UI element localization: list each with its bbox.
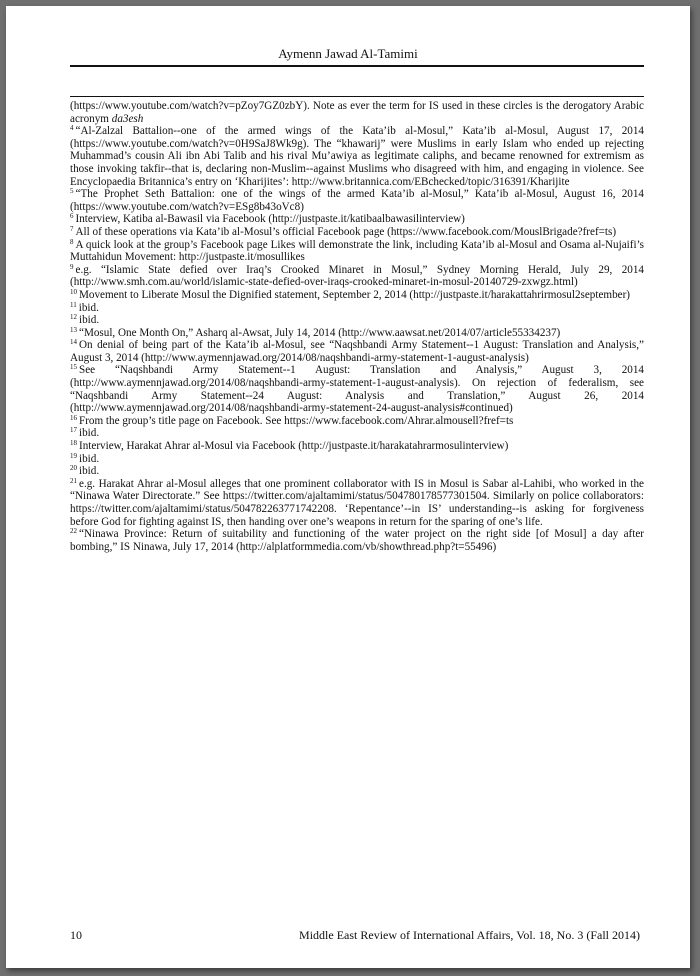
endnote-number: 18 xyxy=(70,439,77,448)
page-number: 10 xyxy=(70,928,82,942)
endnote-number: 15 xyxy=(70,363,77,372)
running-header: Aymenn Jawad Al-Tamimi xyxy=(278,46,418,61)
endnote-text: Movement to Liberate Mosul the Dignified statement, September 2, 2014 (http://justpaste.it/harakattahrirmosul2september) xyxy=(79,288,631,301)
endnote-text: e.g. Harakat Ahrar al-Mosul alleges that one prominent collaborator with IS in Mosul is Sabar al-Lahibi, who worked in the “Ninawa Water Directorate.” See https://twitter.com/ajaltamimi/status/504780178577301504. Similarly on police collaborators: https://twitter.com/ajaltamimi/status/504782263771742208. ‘Repentance’--in IS’ understanding--is asking for forgiveness before God for fighting against IS, then handing over one’s weapons in return for the sparing of one’s life. xyxy=(70,477,644,528)
endnote xyxy=(70,427,644,440)
endnote-number: 14 xyxy=(70,338,77,347)
endnote xyxy=(70,364,644,414)
endnote xyxy=(70,327,644,340)
endnote-text: ibid. xyxy=(79,314,100,327)
endnote-number: 17 xyxy=(70,426,77,435)
endnote-text: (https://www.youtube.com/watch?v=pZoy7GZ0zbY). Note as ever the term for IS used in these circles is the derogatory Arabic acronym xyxy=(70,100,644,125)
endnote xyxy=(70,415,644,428)
endnote-number: 6 xyxy=(70,212,74,221)
endnote-number: 22 xyxy=(70,527,77,536)
endnote xyxy=(70,226,644,239)
endnote xyxy=(70,125,644,188)
endnotes xyxy=(70,100,644,566)
endnote-number: 20 xyxy=(70,464,77,473)
endnote xyxy=(70,239,644,264)
endnote xyxy=(70,213,644,226)
endnote xyxy=(70,440,644,453)
endnote-text: ibid. xyxy=(79,452,100,465)
endnote-text: ibid. xyxy=(79,465,100,478)
body-rule xyxy=(70,96,644,97)
endnote xyxy=(70,465,644,478)
endnote-text: e.g. “Islamic State defied over Iraq’s Crooked Minaret in Mosul,” Sydney Morning Herald, July 29, 2014 (http://www.smh.com.au/world/islamic-state-defied-over-iraqs-crooked-minaret-in-mosul-20140729-zxwgz.html) xyxy=(70,263,644,289)
endnote xyxy=(70,314,644,327)
endnote-number: 16 xyxy=(70,413,77,422)
endnote-number: 19 xyxy=(70,451,77,460)
endnote-text: ibid. xyxy=(78,301,99,314)
endnote-text: “The Prophet Seth Battalion: one of the wings of the armed Kata’ib al-Mosul,” Kata’ib al-Mosul, August 16, 2014 (https://www.youtube.com/watch?v=ESg8b43oVc8) xyxy=(70,188,644,213)
endnote-text: A quick look at the group’s Facebook page Likes will demonstrate the link, including Kata’ib al-Mosul and Osama al-Nujaifi’s Muttahidun Movement: http://justpaste.it/mosullikes xyxy=(70,238,644,264)
endnote-number: 4 xyxy=(70,124,74,133)
endnote xyxy=(70,188,644,213)
endnote xyxy=(70,302,644,315)
endnote-text: See “Naqshbandi Army Statement--1 August: Translation and Analysis,” August 3, 2014 (http://www.aymennjawad.org/2014/08/naqshbandi-army-statement-1-august-analysis). On rejection of federalism, see “Naqshbandi Army Statement--24 August: Analysis and Translation,” August 26, 2014 (http://www.aymennjawad.org/2014/08/naqshbandi-army-statement-24-august-analysis#continued) xyxy=(70,364,644,415)
endnote xyxy=(70,289,644,302)
endnote xyxy=(70,453,644,466)
endnote-number: 11 xyxy=(70,300,77,309)
endnote-italic: da3esh xyxy=(111,112,144,125)
endnote-text: All of these operations via Kata’ib al-Mosul’s official Facebook page (https://www.facebook.com/MouslBrigade?fref=ts) xyxy=(75,225,617,238)
endnote-number: 5 xyxy=(70,187,74,196)
endnote-text: “Al-Zalzal Battalion--one of the armed wings of the Kata’ib al-Mosul,” Kata’ib al-Mosul, August 17, 2014 (https://www.youtube.com/watch?v=0H9SaJ8Wk9g). The “khawarij” were Muslims in early Islam who ended up rejecting Muhammad’s cousin Ali ibn Abi Talib and his rival Mu’awiya as legitimate caliphs, and became renowned for extremism as those invoking takfir--that is, declaring non-Muslim--against Muslims who disagreed with him, and engaging in violence. See Encyclopaedia Britannica’s entry on ‘Kharijites’: http://www.britannica.com/EBchecked/topic/316391/Kharijite xyxy=(70,125,644,188)
journal-citation: Middle East Review of International Affairs, Vol. 18, No. 3 (Fall 2014) xyxy=(299,928,640,942)
endnote-number: 21 xyxy=(70,476,77,485)
endnote-text: On denial of being part of the Kata’ib al-Mosul, see “Naqshbandi Army Statement--1 August: Translation and Analysis,” August 3, 2014 (http://www.aymennjawad.org/2014/08/naqshbandi-army-statement-1-august-analysis) xyxy=(70,339,644,364)
endnote-text: “Ninawa Province: Return of suitability and functioning of the water project on the right side [of Mosul] a day after bombing,” IS Ninawa, July 17, 2014 (http://alplatformmedia.com/vb/showthread.php?t=55496) xyxy=(70,528,644,553)
endnote-text: From the group’s title page on Facebook. See https://www.facebook.com/Ahrar.almousell?fref=ts xyxy=(79,414,514,427)
endnote xyxy=(70,100,644,125)
endnote-text: Interview, Katiba al-Bawasil via Facebook (http://justpaste.it/katibaalbawasilinterview) xyxy=(75,213,465,226)
endnote xyxy=(70,264,644,289)
endnote xyxy=(70,528,644,553)
endnote xyxy=(70,339,644,364)
document-page xyxy=(6,6,690,968)
header-rule xyxy=(70,65,644,67)
endnote-number: 12 xyxy=(70,313,77,322)
endnote-number: 8 xyxy=(70,237,74,246)
endnote-text: ibid. xyxy=(79,427,100,440)
endnote-number: 13 xyxy=(70,325,77,334)
endnote-text: “Mosul, One Month On,” Asharq al-Awsat, July 14, 2014 (http://www.aawsat.net/2014/07/article55334237) xyxy=(79,326,561,339)
endnote-number: 7 xyxy=(70,224,74,233)
endnote-number: 9 xyxy=(70,262,74,271)
endnote-text: Interview, Harakat Ahrar al-Mosul via Facebook (http://justpaste.it/harakatahrarmosulinterview) xyxy=(79,440,509,453)
endnote-number: 10 xyxy=(70,287,77,296)
endnote xyxy=(70,478,644,528)
endnote xyxy=(70,553,644,566)
